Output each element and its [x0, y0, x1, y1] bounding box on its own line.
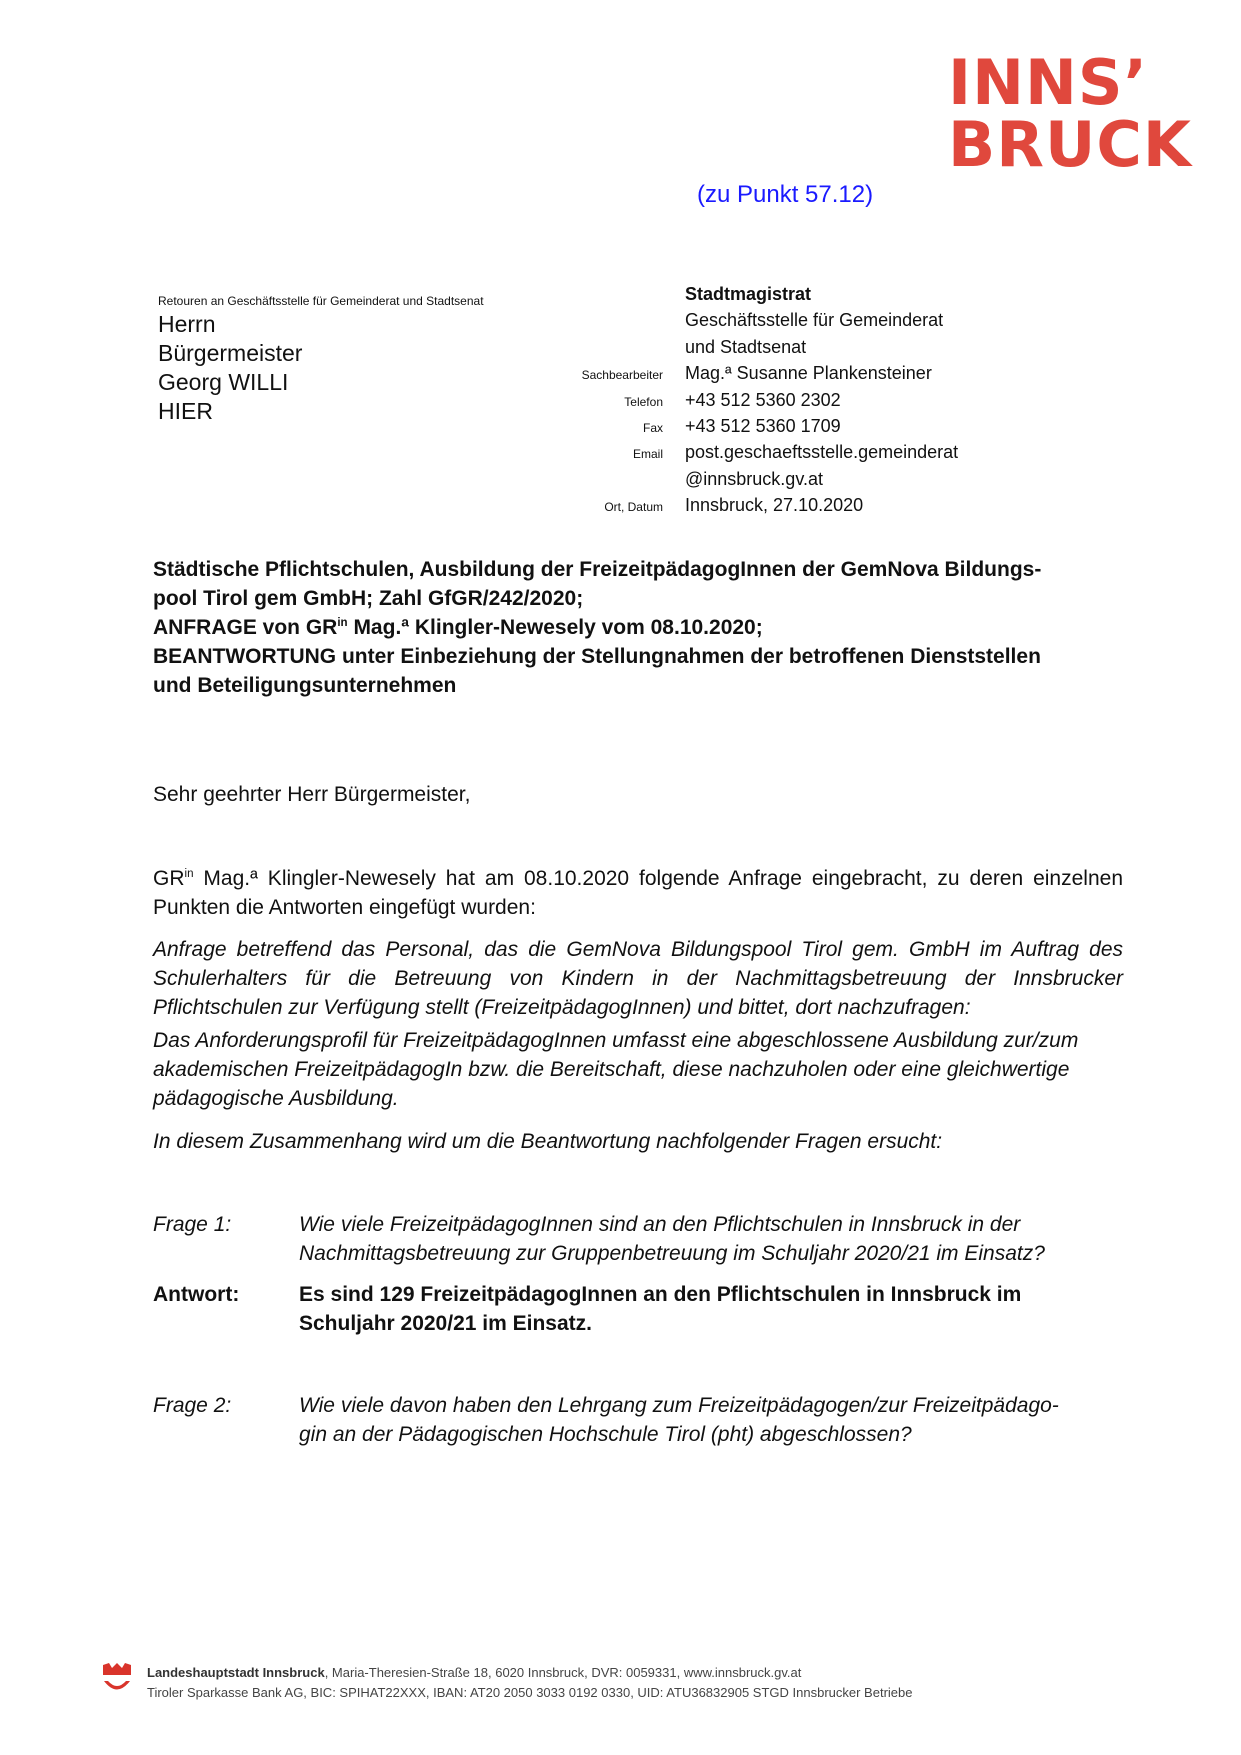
subject-line: und Beteiligungsunternehmen: [153, 674, 457, 697]
greeting: Sehr geehrter Herr Bürgermeister,: [153, 783, 471, 806]
phone-label: Telefon: [624, 394, 663, 409]
questions-intro: In diesem Zusammenhang wird um die Beantwortung nachfolgender Fragen ersucht:: [153, 1130, 943, 1153]
recipient-line: Bürgermeister: [158, 340, 303, 366]
subject-superscript: in: [337, 617, 348, 629]
agenda-reference: (zu Punkt 57.12): [697, 181, 874, 208]
question-2-label: Frage 2:: [153, 1394, 232, 1417]
recipient-line: HIER: [158, 398, 213, 424]
fax-number: +43 512 5360 1709: [685, 415, 841, 436]
subject-line: BEANTWORTUNG unter Einbeziehung der Stellungnahmen der betroffenen Dienststellen: [153, 645, 1041, 668]
subject-line: [153, 613, 1123, 642]
question-1-label: Frage 1:: [153, 1213, 232, 1236]
question-2-line: Wie viele davon haben den Lehrgang zum Freizeitpädagogen/zur Freizeitpädago-: [299, 1394, 1059, 1417]
recipient-address: [158, 310, 302, 426]
sender-dept-1: Geschäftsstelle für Gemeinderat: [685, 310, 944, 331]
subject-line: pool Tirol gem GmbH; Zahl GfGR/242/2020;: [153, 587, 584, 610]
logo-line-2: BRUCK: [948, 108, 1192, 181]
question-1-text: Wie viele FreizeitpädagogInnen sind an den Pflichtschulen in Innsbruck in der Nachmittagsbetreuung zur Gruppenbetreuung im Schuljahr 2020/21 im Einsatz?: [299, 1213, 1045, 1265]
email-line-2: @innsbruck.gv.at: [685, 468, 823, 489]
question-2-line: gin an der Pädagogischen Hochschule Tirol (pht) abgeschlossen?: [299, 1423, 912, 1446]
innsbruck-logo: [948, 46, 1198, 181]
intro-text: GR: [153, 867, 185, 890]
answer-1-text: Es sind 129 FreizeitpädagogInnen an den Pflichtschulen in Innsbruck im Schuljahr 2020/21 im Einsatz.: [299, 1283, 1022, 1335]
footer-line-2: Tiroler Sparkasse Bank AG, BIC: SPIHAT22XXX, IBAN: AT20 2050 3033 0192 0330, UID: ATU36832905 STGD Innsbrucker Betriebe: [147, 1685, 913, 1700]
question-2-text: [299, 1391, 1129, 1449]
footer: [147, 1663, 912, 1703]
phone-number: +43 512 5360 2302: [685, 389, 841, 410]
subject-heading: [153, 555, 1123, 700]
subject-text: Mag.ª Klingler-Newesely vom 08.10.2020;: [347, 616, 763, 639]
requirements-paragraph: Das Anforderungsprofil für FreizeitpädagogInnen umfasst eine abgeschlossene Ausbildung zur/zum akademischen FreizeitpädagogIn bzw. die Bereitschaft, diese nachzuholen oder eine gleichwertige pädagogische Ausbildung.: [153, 1029, 1079, 1110]
email-label: Email: [632, 447, 663, 462]
date-value: Innsbruck, 27.10.2020: [685, 495, 864, 516]
sender-dept-2: und Stadtsenat: [685, 336, 807, 357]
recipient-line: Georg WILLI: [158, 369, 289, 395]
sender-org: Stadtmagistrat: [685, 284, 812, 304]
request-paragraph: Anfrage betreffend das Personal, das die GemNova Bildungspool Tirol gem. GmbH im Auftrag des Schulerhalters für die Betreuung von Kindern in der Nachmittagsbetreuung der Innsbrucker Pflichtschulen zur Verfügung stellt (FreizeitpädagogInnen) und bittet, dort nachzufragen:: [153, 938, 1123, 1019]
clerk-label: Sachbearbeiter: [581, 368, 663, 383]
city-coat-of-arms-icon: [102, 1662, 132, 1696]
date-label: Ort, Datum: [604, 500, 663, 515]
recipient-line: Herrn: [158, 311, 216, 337]
intro-paragraph: [153, 864, 1123, 922]
logo-line-1: INNS’: [948, 46, 1149, 119]
return-address: Retouren an Geschäftsstelle für Gemeinderat und Stadtsenat: [158, 294, 484, 308]
answer-1-label: Antwort:: [153, 1283, 240, 1306]
footer-address: , Maria-Theresien-Straße 18, 6020 Innsbruck, DVR: 0059331, www.innsbruck.gv.at: [324, 1665, 802, 1680]
email-line-1: post.geschaeftsstelle.gemeinderat: [685, 442, 959, 463]
footer-line-1: [147, 1663, 912, 1683]
intro-text: Mag.ª Klingler-Newesely hat am 08.10.2020 folgende Anfrage eingebracht, zu deren einzelnen Punkten die Antworten eingefügt wurden:: [153, 867, 1123, 919]
subject-line: Städtische Pflichtschulen, Ausbildung der FreizeitpädagogInnen der GemNova Bildungs-: [153, 558, 1042, 581]
clerk-name: Mag.ª Susanne Plankensteiner: [685, 363, 932, 384]
fax-label: Fax: [642, 420, 663, 435]
intro-superscript: in: [184, 868, 194, 880]
subject-text: ANFRAGE von GR: [153, 616, 338, 639]
sender-block: [440, 284, 1000, 522]
footer-city: Landeshauptstadt Innsbruck: [147, 1665, 325, 1680]
